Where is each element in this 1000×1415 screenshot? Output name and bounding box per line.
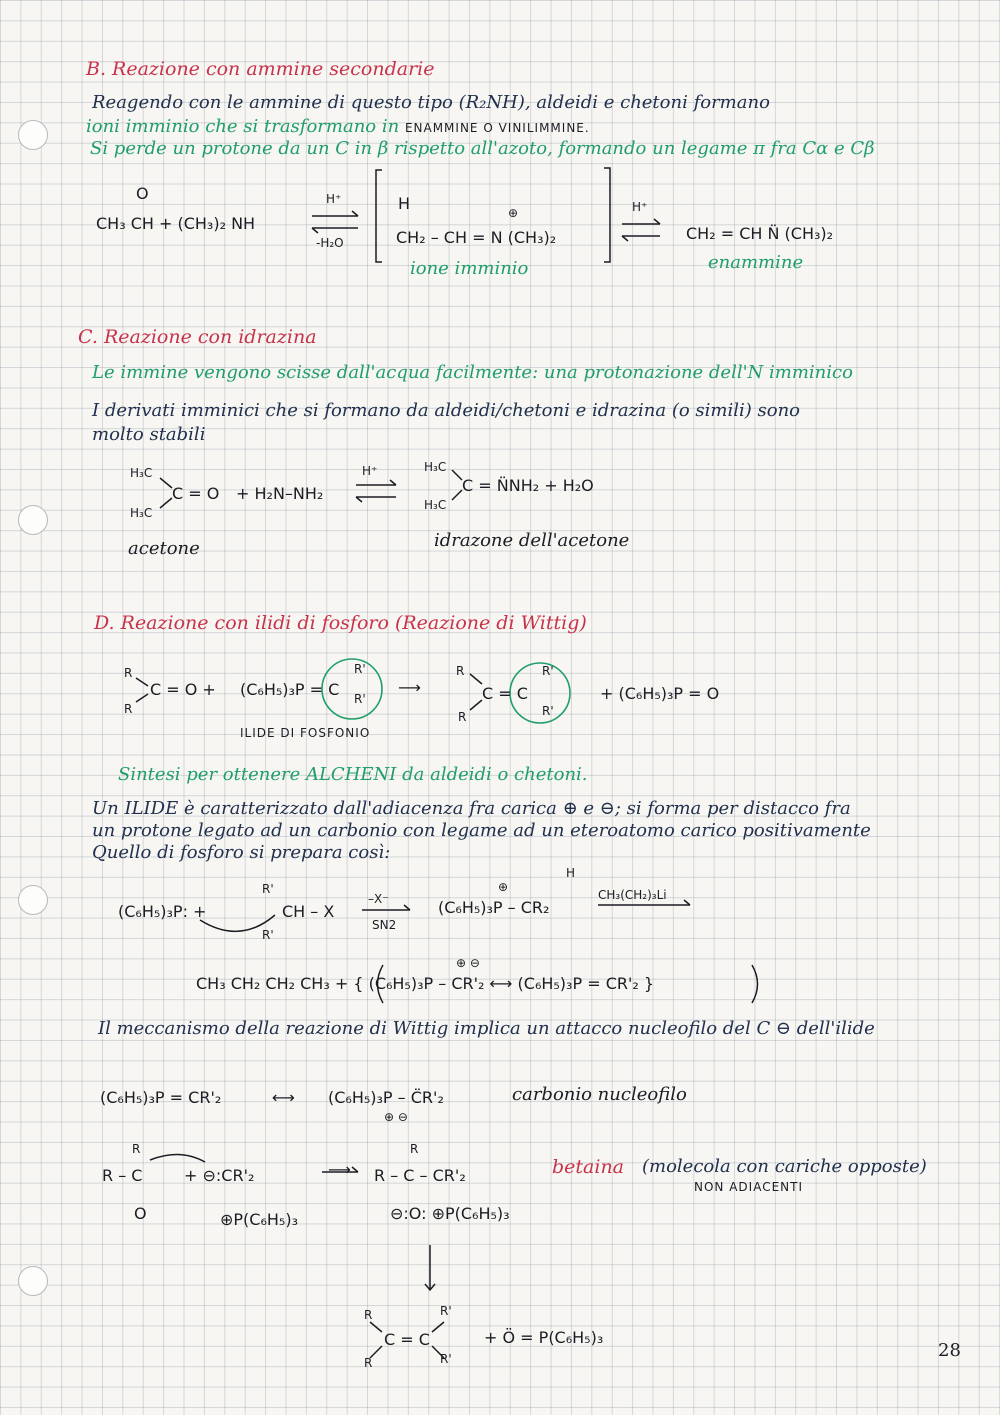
bond-lines xyxy=(160,478,172,508)
iminium-ion: CH₂ – CH = N (CH₃)₂ xyxy=(396,228,557,247)
substituent-r: R xyxy=(458,710,467,724)
betaine-structure: R – C – CR'₂ xyxy=(374,1166,466,1185)
text-line: Il meccanismo della reazione di Wittig implica un attacco nucleofilo del C ⊖ dell'ilide xyxy=(98,1018,875,1039)
betaine-description: (molecola con cariche opposte) xyxy=(642,1156,927,1177)
binder-hole xyxy=(18,1266,48,1296)
binder-hole xyxy=(18,505,48,535)
reaction-reactants: CH₃ CH + (CH₃)₂ NH xyxy=(96,214,256,233)
hydrazine: + H₂N–NH₂ xyxy=(236,484,324,503)
hydrogen-label: H xyxy=(566,866,576,880)
section-heading: C. Reazione con idrazina xyxy=(78,326,317,348)
substituent-r-prime: R' xyxy=(542,664,554,678)
substituent-r: R xyxy=(410,1142,419,1156)
enamine-label: enammine xyxy=(708,252,804,273)
equilibrium-arrow xyxy=(356,480,396,485)
arrow-label-bottom: -H₂O xyxy=(316,236,344,250)
reaction-arrow: ⟶ xyxy=(398,678,421,697)
alkene: C = C xyxy=(482,684,528,703)
carbonyl: C = O + xyxy=(150,680,216,699)
reaction-arrow xyxy=(425,1245,435,1290)
text-line: Quello di fosforo si prepara così: xyxy=(92,842,391,863)
arrow-label-top: –X⁻ xyxy=(368,892,389,906)
methyl-group: H₃C xyxy=(424,460,447,474)
arrow-label-top: H⁺ xyxy=(632,200,648,214)
bracket-right xyxy=(604,168,610,262)
text-line: un protone legato ad un carbonio con legame ad un eteroatomo carico positivamente xyxy=(92,820,871,841)
text-line: Si perde un protone da un C in β rispetto all'azoto, formando un legame π fra Cα e Cβ xyxy=(90,138,875,159)
text-line-prefix: ioni imminio che si trasformano in xyxy=(86,116,400,137)
iminium-label: ione imminio xyxy=(410,258,529,279)
text-line: I derivati imminici che si formano da aldeidi/chetoni e idrazina (o simili) sono xyxy=(92,400,801,421)
ylide-label: ILIDE DI FOSFONIO xyxy=(240,726,371,740)
equilibrium-arrow xyxy=(622,236,660,241)
betaine-term: betaina xyxy=(552,1156,625,1178)
hydrazone-label: idrazone dell'acetone xyxy=(434,530,630,551)
methyl-group: H₃C xyxy=(130,506,153,520)
arrow-label-top: H⁺ xyxy=(326,192,342,206)
ylide-form: (C₆H₅)₃P – C̈R'₂ xyxy=(328,1088,444,1107)
text-line: Un ILIDE è caratterizzato dall'adiacenza fra carica ⊕ e ⊖; si forma per distacco fra xyxy=(92,798,851,819)
equilibrium-arrow xyxy=(312,211,358,216)
substituent-r-prime: R' xyxy=(354,662,366,676)
resonance-arrow: ⟷ xyxy=(272,1088,295,1107)
equilibrium-arrow xyxy=(356,497,396,502)
section-heading: D. Reazione con ilidi di fosforo (Reazione di Wittig) xyxy=(94,612,587,634)
substituent-r-prime: R' xyxy=(262,882,274,896)
equilibrium-arrow xyxy=(312,228,358,233)
substituent-r-prime: R' xyxy=(542,704,554,718)
ylide-carbanion: + ⊖:CR'₂ xyxy=(184,1166,255,1185)
triphenylphosphine: (C₆H₅)₃P: + xyxy=(118,902,207,921)
charges: ⊕ ⊖ xyxy=(384,1110,408,1124)
substituent-r: R xyxy=(132,1142,141,1156)
phosphorus-ylide: (C₆H₅)₃P = C xyxy=(240,680,340,699)
text-line xyxy=(86,116,590,137)
base-reagent: CH₃(CH₂)₃Li xyxy=(598,888,667,902)
binder-hole xyxy=(18,885,48,915)
positive-charge: ⊕ xyxy=(508,206,519,220)
substituent-r: R xyxy=(124,702,133,716)
substituent-r: R xyxy=(364,1356,373,1370)
enamine-term: ENAMMINE O VINILIMMINE. xyxy=(404,121,590,135)
nucleophile-label: carbonio nucleofilo xyxy=(512,1084,687,1105)
betaine-note: NON ADIACENTI xyxy=(694,1180,804,1194)
bracket-left xyxy=(376,170,382,262)
equilibrium-arrow xyxy=(622,219,660,224)
substituent-r-prime: R' xyxy=(262,928,274,942)
arrow-label-bottom: SN2 xyxy=(372,918,397,932)
carbonyl-oxygen: O xyxy=(136,184,149,203)
positive-charge: ⊕ xyxy=(498,880,509,894)
substituent-r-prime: R' xyxy=(354,692,366,706)
page-number: 28 xyxy=(938,1340,961,1361)
methyl-group: H₃C xyxy=(130,466,153,480)
substituent-r-prime: R' xyxy=(440,1304,452,1318)
arrow-label-top: H⁺ xyxy=(362,464,378,478)
text-line: Le immine vengono scisse dall'acqua facilmente: una protonazione dell'N imminico xyxy=(92,362,853,383)
acetone-label: acetone xyxy=(128,538,200,559)
section-heading: B. Reazione con ammine secondarie xyxy=(86,58,435,80)
carbonyl: C = O xyxy=(172,484,220,503)
brace-right xyxy=(752,965,758,1003)
reaction-arrow: ⟶ xyxy=(328,1160,351,1179)
text-line: molto stabili xyxy=(92,424,206,445)
phosphonium: ⊕P(C₆H₅)₃ xyxy=(220,1210,298,1229)
bond-lines xyxy=(452,470,462,500)
methyl-group: H₃C xyxy=(424,498,447,512)
aldehyde: R – C xyxy=(102,1166,143,1185)
intermediate-hydrogen: H xyxy=(398,194,411,213)
carbonyl-oxygen: O xyxy=(134,1204,147,1223)
hydrazone-product: C = N̈NH₂ + H₂O xyxy=(462,476,594,495)
substituent-r-prime: R' xyxy=(440,1352,452,1366)
ylide-form: (C₆H₅)₃P = CR'₂ xyxy=(100,1088,222,1107)
curved-arrow xyxy=(150,1154,205,1162)
alkene-product: C = C xyxy=(384,1330,430,1349)
substituent-r: R xyxy=(364,1308,373,1322)
bond-lines xyxy=(136,678,148,702)
bond-lines xyxy=(470,674,482,710)
phosphine-oxide: + (C₆H₅)₃P = O xyxy=(600,684,720,703)
phosphonium-salt: (C₆H₅)₃P – CR₂ xyxy=(438,898,550,917)
text-line: Sintesi per ottenere ALCHENI da aldeidi o chetoni. xyxy=(118,764,588,785)
alkyl-halide: CH – X xyxy=(282,902,335,921)
binder-hole xyxy=(18,120,48,150)
ylide-resonance: CH₃ CH₂ CH₂ CH₃ + { (C₆H₅)₃P – CR'₂ ⟷ (C₆H₅)₃P = CR'₂ } xyxy=(196,974,655,993)
enamine-product: CH₂ = CH N̈ (CH₃)₂ xyxy=(686,224,834,243)
substituent-r: R xyxy=(456,664,465,678)
phosphine-oxide: + Ö = P(C₆H₅)₃ xyxy=(484,1328,604,1347)
ylide-charges: ⊕ ⊖ xyxy=(456,956,480,970)
text-line: Reagendo con le ammine di questo tipo (R₂NH), aldeidi e chetoni formano xyxy=(92,92,770,113)
betaine-oxygen-phosphorus: ⊖:O: ⊕P(C₆H₅)₃ xyxy=(390,1204,510,1223)
substituent-r: R xyxy=(124,666,133,680)
